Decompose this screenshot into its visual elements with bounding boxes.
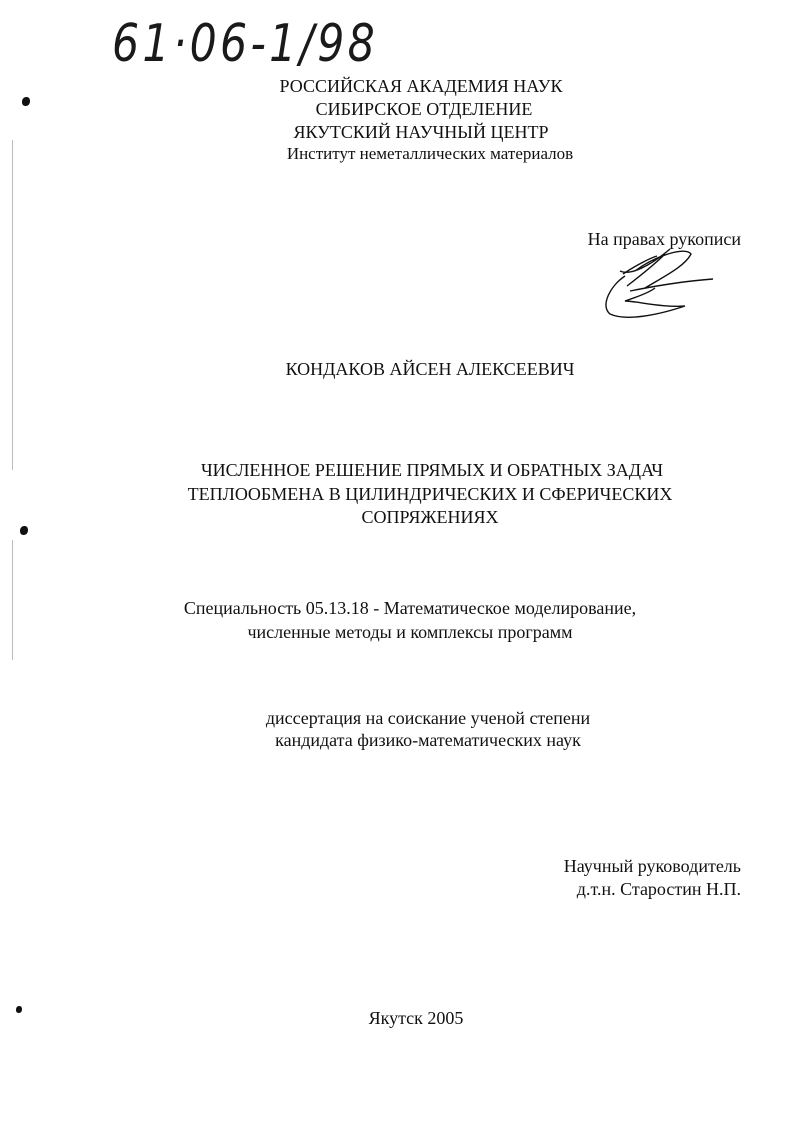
scan-mark	[16, 1006, 22, 1013]
supervisor-label: Научный руководитель	[563, 856, 741, 876]
title-line-1: ЧИСЛЕННОЕ РЕШЕНИЕ ПРЯМЫХ И ОБРАТНЫХ ЗАДАЧ	[200, 460, 664, 480]
org-branch: СИБИРСКОЕ ОТДЕЛЕНИЕ	[315, 99, 533, 119]
place-year: Якутск 2005	[368, 1008, 464, 1028]
supervisor-name: д.т.н. Старостин Н.П.	[576, 879, 741, 899]
org-center: ЯКУТСКИЙ НАУЧНЫЙ ЦЕНТР	[293, 122, 549, 142]
title-line-2: ТЕПЛООБМЕНА В ЦИЛИНДРИЧЕСКИХ И СФЕРИЧЕСКИХ	[187, 484, 673, 504]
scan-edge	[12, 140, 13, 470]
degree-line-2: кандидата физико-математических наук	[275, 730, 581, 750]
title-line-3: СОПРЯЖЕНИЯХ	[361, 507, 499, 527]
scan-mark	[20, 526, 28, 535]
handwritten-archive-number: 61·06-1/98	[112, 14, 379, 74]
specialty-line-1: Специальность 05.13.18 - Математическое моделирование,	[183, 598, 637, 618]
manuscript-note: На правах рукописи	[587, 229, 741, 249]
specialty-line-2: численные методы и комплексы программ	[247, 622, 573, 642]
institute-name: Институт неметаллических материалов	[286, 144, 574, 163]
org-academy: РОССИЙСКАЯ АКАДЕМИЯ НАУК	[279, 76, 563, 96]
signature	[595, 246, 720, 321]
author-name: КОНДАКОВ АЙСЕН АЛЕКСЕЕВИЧ	[285, 359, 575, 379]
scan-edge	[12, 540, 13, 660]
degree-line-1: диссертация на соискание ученой степени	[265, 708, 591, 728]
scan-mark	[22, 97, 30, 106]
